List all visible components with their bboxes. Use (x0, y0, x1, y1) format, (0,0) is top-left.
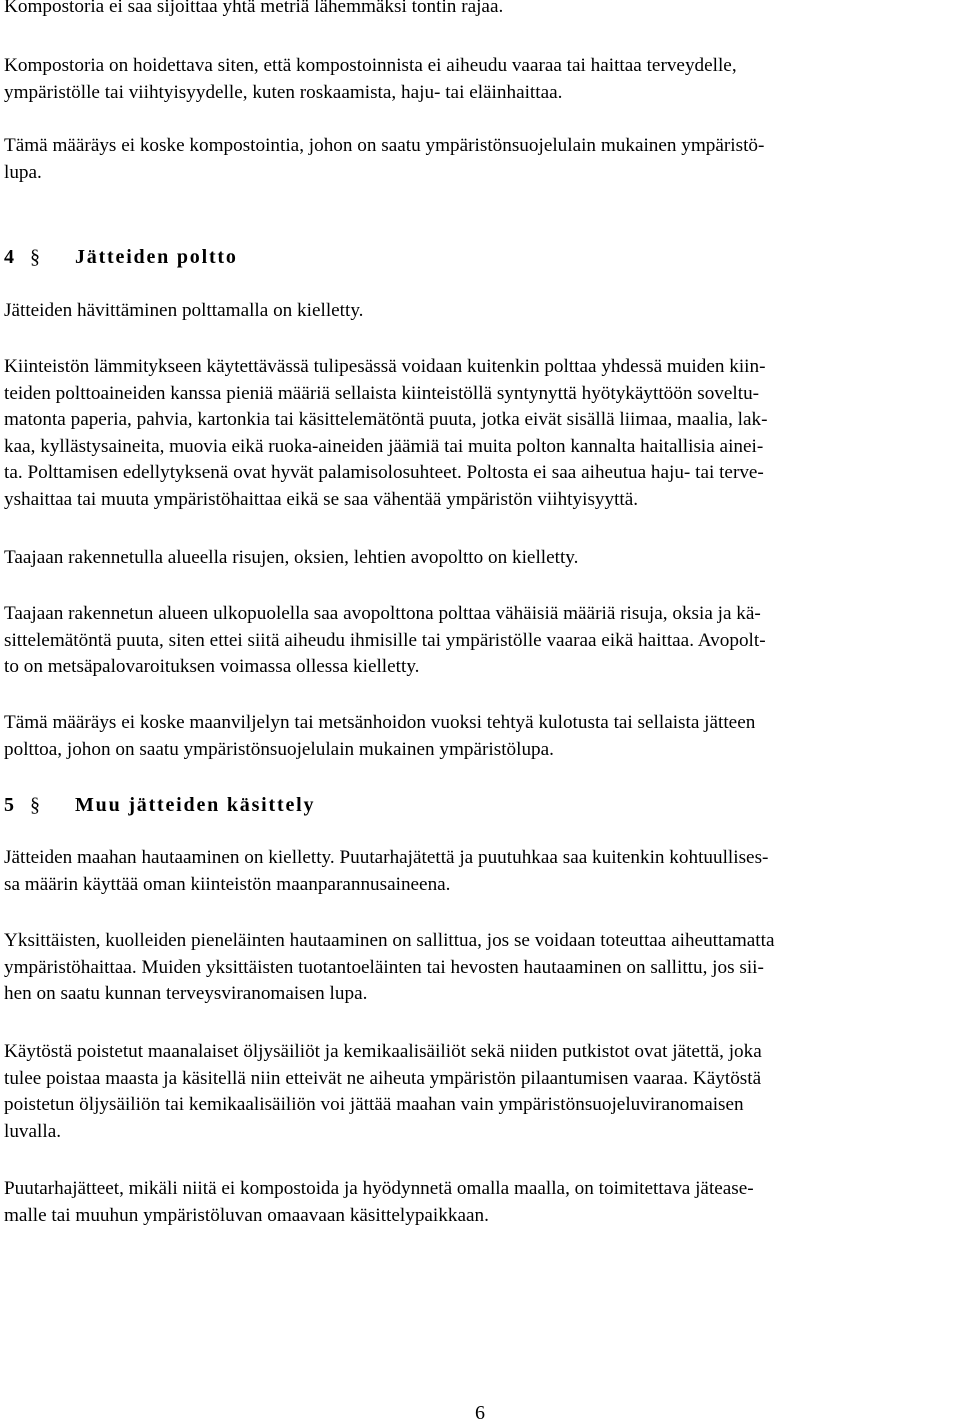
section-number: 5 (4, 794, 16, 816)
paragraph-burying-prohibited: Jätteiden maahan hautaaminen on kielletty. Puutarhajätettä ja puutuhkaa saa kuitenkin kohtuullises- sa määrin käyttää oman kiinteistön maanparannusaineena. (4, 847, 769, 895)
paragraph-compost-exemption: Tämä määräys ei koske kompostointia, johon on saatu ympäristönsuojelulain mukainen ympäristö- lupa. (4, 135, 765, 183)
section-heading-other-waste-handling (4, 792, 315, 818)
section-title: Muu jätteiden käsittely (75, 794, 316, 816)
section-number: 4 (4, 246, 16, 268)
section-title: Jätteiden poltto (75, 246, 238, 268)
paragraph-burning-prohibited: Jätteiden hävittäminen polttamalla on kielletty. (4, 300, 364, 321)
paragraph-burning-exemption: Tämä määräys ei koske maanviljelyn tai metsänhoidon vuoksi tehtyä kulotusta tai sellaista jätteen polttoa, johon on saatu ympäristönsuojelulain mukainen ympäristölupa. (4, 712, 756, 760)
paragraph-compost-distance: Kompostoria ei saa sijoittaa yhtä metriä lähemmäksi tontin rajaa. (4, 0, 504, 17)
paragraph-garden-waste: Puutarhajätteet, mikäli niitä ei kompostoida ja hyödynnetä omalla maalla, on toimitettava jätease- malle tai muuhun ympäristöluvan omaavaan käsittelypaikkaan. (4, 1178, 754, 1226)
section-sign: § (30, 794, 42, 816)
paragraph-animal-burial: Yksittäisten, kuolleiden pieneläinten hautaaminen on sallittua, jos se voidaan toteuttaa aiheuttamatta ympäristöhaittaa. Muiden yksittäisten tuotantoeläinten tai hevosten hautaaminen on sallittu, jos sii- hen on saatu kunnan terveysviranomaisen lupa. (4, 930, 775, 1004)
paragraph-oil-tanks: Käytöstä poistetut maanalaiset öljysäiliöt ja kemikaalisäiliöt sekä niiden putkistot ovat jätettä, joka tulee poistaa maasta ja käsitellä niin etteivät ne aiheuta ympäristön pilaantumisen vaaraa. Käytöstä poistetun öljysäiliön tai kemikaalisäiliön voi jättää maahan vain ympäristönsuojeluviranomaisen luvalla. (4, 1041, 762, 1142)
paragraph-open-burning-urban: Taajaan rakennetulla alueella risujen, oksien, lehtien avopoltto on kielletty. (4, 547, 579, 568)
paragraph-open-burning-rural: Taajaan rakennetun alueen ulkopuolella saa avopolttona polttaa vähäisiä määriä risuja, oksia ja kä- sittelemätöntä puuta, siten ettei siitä aiheudu ihmisille tai ympäristölle vaaraa eikä haittaa. Avopolt- to on metsäpalovaroituksen voimassa ollessa kielletty. (4, 603, 766, 677)
section-sign: § (30, 246, 42, 268)
section-heading-waste-burning (4, 244, 238, 270)
page-number: 6 (475, 1402, 485, 1424)
paragraph-burning-in-fireplace: Kiinteistön lämmitykseen käytettävässä tulipesässä voidaan kuitenkin polttaa yhdessä muiden kiin- teiden polttoaineiden kanssa pieniä määriä sellaista kiinteistöllä syntynyttä hyötykäyttöön soveltu- matonta paperia, pahvia, kartonkia tai käsittelemätöntä puuta, jotka eivät sisällä liimaa, maalia, lak- kaa, kyllästysaineita, muovia eikä ruoka-aineiden jäämiä tai muita polton kannalta haitallisia ainei- ta. Polttamisen edellytyksenä ovat hyvät palamisolosuhteet. Poltosta ei saa aiheutua haju- tai terve- yshaittaa tai muuta ympäristöhaittaa eikä se saa vähentää ympäristön viihtyisyyttä. (4, 356, 768, 510)
paragraph-compost-maintenance: Kompostoria on hoidettava siten, että kompostoinnista ei aiheudu vaaraa tai haittaa terveydelle, ympäristölle tai viihtyisyydelle, kuten roskaamista, haju- tai eläinhaittaa. (4, 55, 737, 103)
